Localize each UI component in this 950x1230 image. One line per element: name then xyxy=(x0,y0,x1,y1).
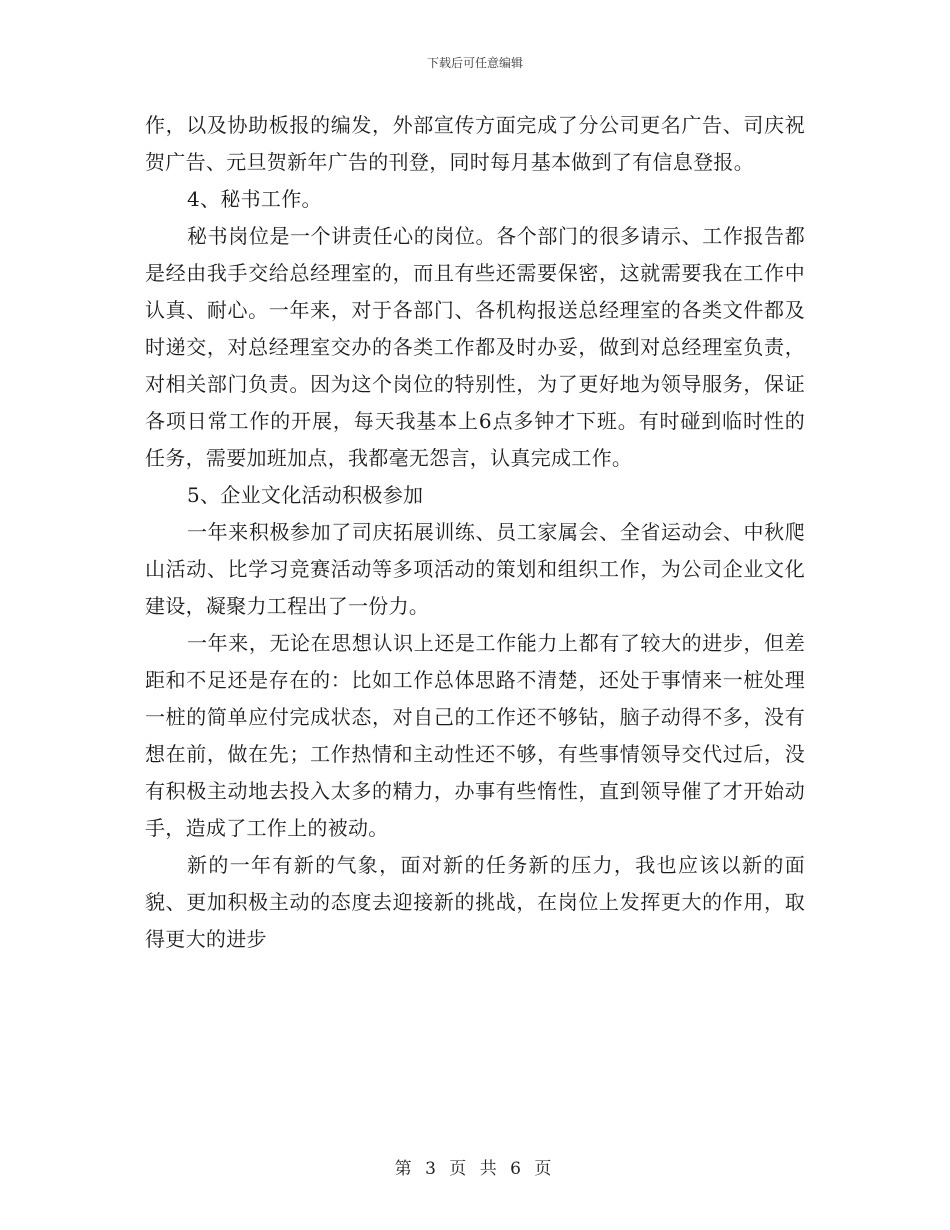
paragraph-culture-activities: 一年来积极参加了司庆拓展训练、员工家属会、全省运动会、中秋爬山活动、比学习竞赛活动等多项活动的策划和组织工作，为公司企业文化建设，凝聚力工程出了一份力。 xyxy=(145,520,805,618)
paragraph-new-year-outlook: 新的一年有新的气象，面对新的任务新的压力，我也应该以新的面貌、更加积极主动的态度去迎接新的挑战，在岗位上发挥更大的作用，取得更大的进步 xyxy=(145,853,805,951)
paragraph-shortcomings: 一年来，无论在思想认识上还是工作能力上都有了较大的进步，但差距和不足还是存在的：比如工作总体思路不清楚，还处于事情来一桩处理一桩的简单应付完成状态，对自己的工作还不够钻，脑子动得不多，没有想在前，做在先；工作热情和主动性还不够，有些事情领导交代过后，没有积极主动地去投入太多的精力，办事有些惰性，直到领导催了才开始动手，造成了工作上的被动。 xyxy=(145,631,805,840)
page-header: 下载后可任意编辑 xyxy=(426,56,523,70)
section-heading-secretary-work: 4、秘书工作。 xyxy=(187,187,322,211)
paragraph-continuation: 作，以及协助板报的编发，外部宣传方面完成了分公司更名广告、司庆祝贺广告、元旦贺新年广告的刊登，同时每月基本做到了有信息登报。 xyxy=(145,113,805,174)
document-body xyxy=(145,107,805,958)
paragraph-secretary-duties: 秘书岗位是一个讲责任心的岗位。各个部门的很多请示、工作报告都是经由我手交给总经理室的，而且有些还需要保密，这就需要我在工作中认真、耐心。一年来，对于各部门、各机构报送总经理室的各类文件都及时递交，对总经理室交办的各类工作都及时办妥，做到对总经理室负责，对相关部门负责。因为这个岗位的特别性，为了更好地为领导服务，保证各项日常工作的开展，每天我基本上6点多钟才下班。有时碰到临时性的任务，需要加班加点，我都毫无怨言，认真完成工作。 xyxy=(145,224,805,470)
page-number-footer: 第 3 页 共 6 页 xyxy=(394,1159,556,1179)
section-heading-corporate-culture: 5、企业文化活动积极参加 xyxy=(187,483,424,507)
